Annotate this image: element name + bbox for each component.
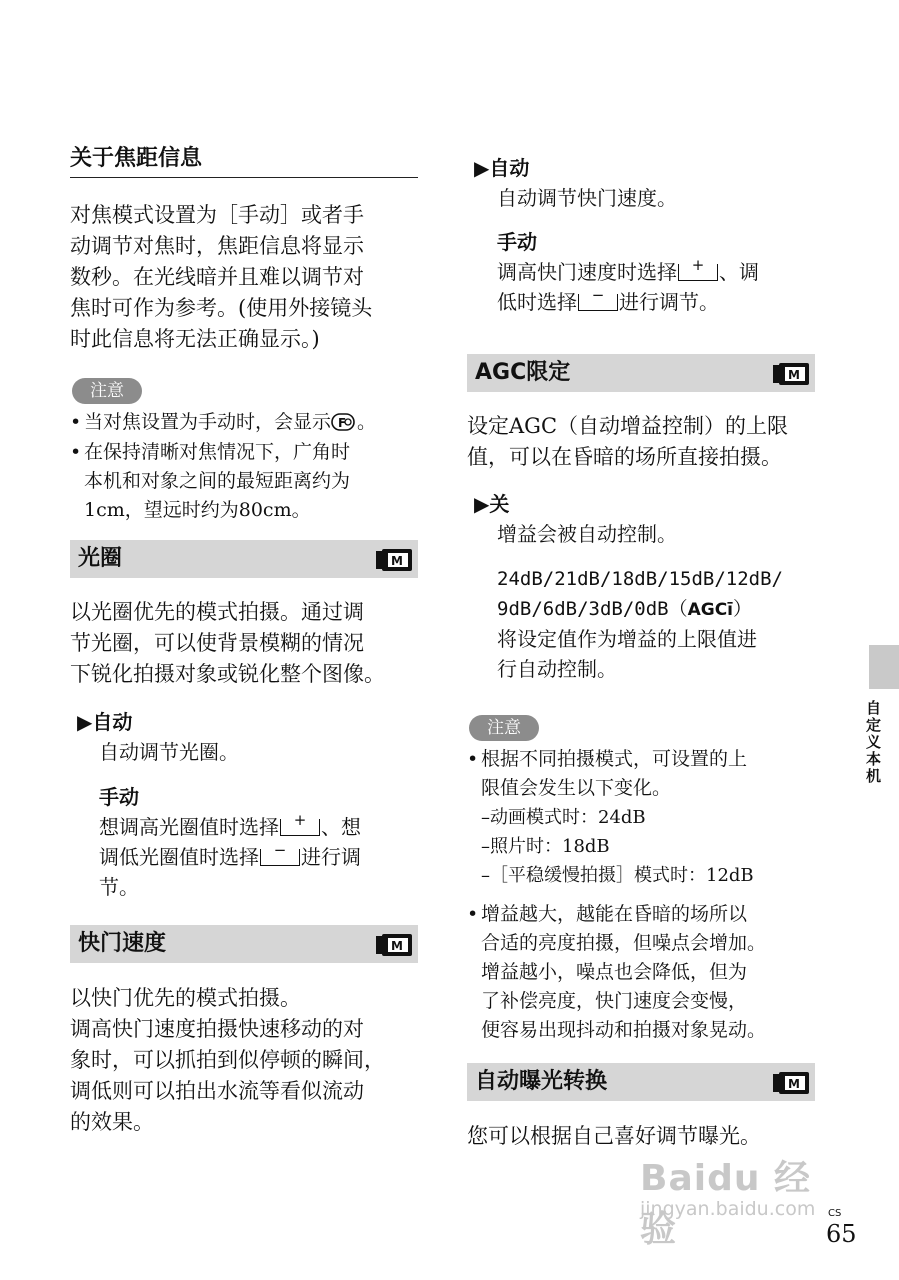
text-line: 象时，可以抓拍到似停顿的瞬间，: [70, 1048, 385, 1072]
note-text: [84, 408, 376, 437]
section-bar-agc: [467, 354, 815, 392]
auto-exposure-paragraph: 您可以根据自己喜好调节曝光。: [467, 1124, 761, 1148]
option-auto-title: ▶自动: [77, 710, 133, 734]
note-badge: 注意: [469, 715, 539, 741]
text-line: 节光圈，可以使背景模糊的情况: [70, 631, 364, 655]
text-line: [99, 812, 361, 842]
text-line: 了补偿亮度，快门速度会变慢，: [481, 990, 748, 1012]
text-line: 本机和对象之间的最短距离约为: [84, 470, 351, 492]
text-span: 进行调: [301, 845, 361, 869]
text-line: 24dB/21dB/18dB/15dB/12dB/: [497, 568, 783, 590]
chapter-tab-marker: [869, 645, 899, 689]
text-line: 1cm，望远时约为80cm。: [84, 499, 311, 521]
plus-button-icon: +: [678, 264, 718, 281]
text-line: 在保持清晰对焦情况下，广角时: [84, 441, 351, 463]
text-line: –［平稳缓慢拍摄］模式时：12dB: [481, 865, 754, 886]
text-line: –照片时：18dB: [481, 836, 610, 857]
note-text-main: 当对焦设置为手动时，会显示: [84, 411, 332, 433]
text-line: 设定AGC（自动增益控制）的上限: [467, 414, 789, 438]
text-line: 增益越小，噪点也会降低，但为: [481, 961, 748, 983]
section-bar-aperture: [70, 540, 418, 578]
note-text: [481, 745, 754, 890]
note-text-end: 。: [357, 411, 377, 433]
section-bar-shutter: [70, 925, 418, 963]
section-heading-shutter: 快门速度: [78, 931, 167, 956]
section-heading-aperture: 光圈: [78, 546, 123, 571]
watermark-logo: Baidu 经验: [640, 1158, 812, 1250]
text-span: 想调高光圈值时选择: [99, 815, 279, 839]
text-line: 调低则可以拍出水流等看似流动: [70, 1079, 364, 1103]
bullet-dot: •: [467, 903, 479, 925]
option-auto-title: ▶自动: [474, 156, 530, 180]
manual-mode-icon: [376, 934, 412, 956]
note-badge: 注意: [72, 378, 142, 404]
text-span: 、调: [719, 260, 759, 284]
language-code: CS: [828, 1208, 842, 1219]
section-heading-focus-info: 关于焦距信息: [70, 146, 203, 171]
text-line: 节。: [99, 875, 139, 899]
text-span: 、想: [321, 815, 361, 839]
svg-text:F: F: [338, 416, 347, 430]
option-manual-title: 手动: [497, 230, 537, 254]
manual-mode-icon: [376, 549, 412, 571]
text-line: 下锐化拍摄对象或锐化整个图像。: [70, 662, 385, 686]
option-manual-text: [99, 812, 361, 902]
text-line: 以快门优先的模式拍摄。: [70, 986, 301, 1010]
agc-paragraph: [467, 411, 788, 473]
watermark: [640, 1150, 840, 1250]
text-span: 调高快门速度时选择: [497, 260, 677, 284]
minus-button-icon: −: [578, 294, 618, 311]
svg-text:M: M: [391, 939, 403, 953]
text-line: [497, 594, 783, 625]
svg-text:M: M: [391, 554, 403, 568]
text-line: 焦时可作为参考。(使用外接镜头: [70, 296, 373, 320]
plus-button-icon: +: [280, 819, 320, 836]
option-manual-title: 手动: [99, 785, 139, 809]
watermark-url: jingyan.baidu.com: [640, 1198, 816, 1220]
text-span: 进行调节。: [619, 290, 719, 314]
option-off-title: ▶关: [474, 492, 510, 516]
agc-values: [497, 564, 783, 625]
chapter-side-label: 自定义本机: [864, 700, 882, 785]
text-span: ）: [733, 598, 753, 620]
text-line: 数秒。在光线暗并且难以调节对: [70, 265, 364, 289]
option-auto-text: 自动调节快门速度。: [497, 186, 677, 210]
text-line: 合适的亮度拍摄，但噪点会增加。: [481, 932, 767, 954]
minus-button-icon: −: [260, 849, 300, 866]
manual-mode-icon: [773, 363, 809, 385]
page-number: 65: [826, 1220, 857, 1248]
svg-text:M: M: [788, 1077, 800, 1091]
bullet-dot: •: [467, 748, 479, 770]
text-line: [497, 287, 759, 317]
text-line: 的效果。: [70, 1110, 154, 1134]
text-line: 根据不同拍摄模式，可设置的上: [481, 748, 748, 770]
agc-off-icon: AGCī: [687, 600, 734, 620]
svg-text:M: M: [788, 368, 800, 382]
text-line: 动调节对焦时，焦距信息将显示: [70, 234, 364, 258]
section-heading-auto-exposure: 自动曝光转换: [475, 1069, 608, 1094]
text-span: 9dB/6dB/3dB/0dB（: [497, 598, 688, 620]
note-text: [84, 438, 350, 525]
agc-values-description: [497, 624, 757, 684]
text-span: 调低光圈值时选择: [99, 845, 259, 869]
text-line: 对焦模式设置为［手动］或者手: [70, 203, 364, 227]
note-text: [481, 900, 766, 1045]
section-bar-auto-exposure: [467, 1063, 815, 1101]
shutter-paragraph: [70, 983, 385, 1138]
text-line: 将设定值作为增益的上限值进: [497, 627, 757, 651]
text-line: 调高快门速度拍摄快速移动的对: [70, 1017, 364, 1041]
text-line: 行自动控制。: [497, 657, 617, 681]
manual-mode-icon: [773, 1072, 809, 1094]
aperture-paragraph: [70, 597, 385, 690]
text-line: 值，可以在昏暗的场所直接拍摄。: [467, 445, 782, 469]
text-line: 限值会发生以下变化。: [481, 777, 672, 799]
text-span: 低时选择: [497, 290, 577, 314]
bullet-dot: •: [70, 441, 82, 463]
option-manual-text: [497, 257, 759, 317]
text-line: 便容易出现抖动和拍摄对象晃动。: [481, 1019, 767, 1041]
text-line: 以光圈优先的模式拍摄。通过调: [70, 600, 364, 624]
text-line: –动画模式时：24dB: [481, 807, 646, 828]
focus-distance-icon: [331, 413, 357, 431]
bullet-dot: •: [70, 411, 82, 433]
option-auto-text: 自动调节光圈。: [99, 740, 239, 764]
text-line: 增益越大，越能在昏暗的场所以: [481, 903, 748, 925]
text-line: [99, 842, 361, 872]
focus-info-paragraph: [70, 200, 372, 355]
section-heading-agc: AGC限定: [475, 360, 571, 385]
text-line: 时此信息将无法正确显示。): [70, 327, 320, 351]
text-line: [497, 257, 759, 287]
heading-divider: [70, 177, 418, 178]
option-off-text: 增益会被自动控制。: [497, 522, 677, 546]
